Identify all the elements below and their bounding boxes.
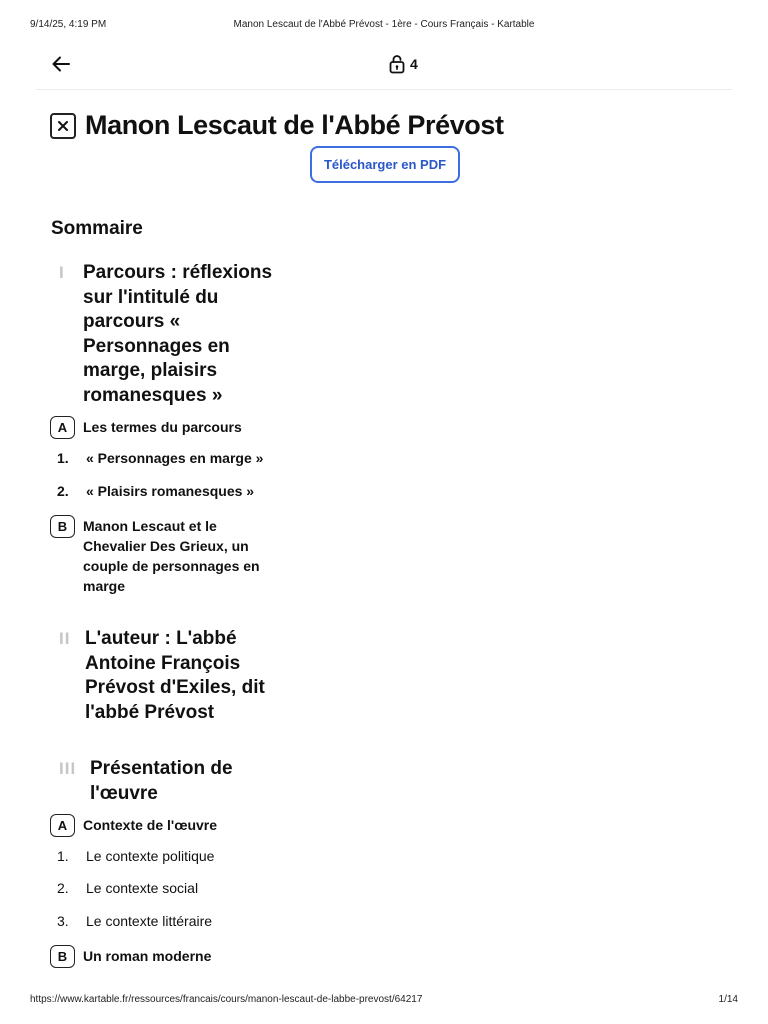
item-label: Le contexte littéraire	[86, 913, 213, 929]
part-title: Parcours : réflexions sur l'intitulé du parcours « Personnages en marge, plaisirs romanesques »	[83, 262, 273, 406]
page-title: Manon Lescaut de l'Abbé Prévost	[85, 110, 504, 140]
summary-heading: Sommaire	[51, 218, 143, 239]
item-label: « Personnages en marge »	[86, 450, 264, 466]
section-title: Un roman moderne	[83, 948, 212, 964]
locked-content-badge	[389, 53, 418, 75]
print-header	[30, 19, 738, 33]
summary-item-3a-2[interactable]	[57, 878, 277, 898]
print-document-title: Manon Lescaut de l'Abbé Prévost - 1ère - Cours Français - Kartable	[233, 19, 535, 30]
print-page-indicator: 1/14	[718, 994, 738, 1005]
section-letter-badge: A	[50, 814, 75, 837]
summary-section-1a[interactable]	[50, 416, 280, 439]
section-title: Manon Lescaut et le Chevalier Des Grieux, un couple de personnages en marge	[83, 518, 260, 594]
summary-item-1a-2[interactable]	[57, 481, 277, 501]
item-index: 2.	[57, 483, 69, 499]
print-footer	[30, 994, 738, 1008]
title-row	[50, 110, 738, 141]
section-title: Les termes du parcours	[83, 419, 242, 435]
section-letter-badge: A	[50, 416, 75, 439]
item-index: 1.	[57, 450, 69, 466]
print-datetime: 9/14/25, 4:19 PM	[30, 19, 107, 30]
section-letter-badge: B	[50, 945, 75, 968]
item-label: Le contexte social	[86, 880, 199, 896]
arrow-left-icon[interactable]	[50, 53, 72, 75]
summary-item-3a-1[interactable]	[57, 846, 277, 866]
item-index: 1.	[57, 848, 69, 864]
summary-section-3b[interactable]	[50, 945, 280, 968]
download-pdf-button[interactable]: Télécharger en PDF	[310, 146, 460, 183]
summary-item-1a-1[interactable]	[57, 448, 277, 468]
summary-section-3a[interactable]	[50, 814, 280, 837]
section-letter-badge: B	[50, 515, 75, 538]
part-title: L'auteur : L'abbé Antoine François Prévost d'Exiles, dit l'abbé Prévost	[85, 628, 265, 723]
summary-item-3a-3[interactable]	[57, 911, 277, 931]
close-icon[interactable]	[50, 113, 76, 139]
section-title: Contexte de l'œuvre	[83, 817, 218, 833]
part-numeral: II	[59, 629, 71, 648]
summary-part-1[interactable]	[51, 261, 271, 411]
lock-icon	[389, 54, 405, 74]
print-url: https://www.kartable.fr/ressources/francais/cours/manon-lescaut-de-labbe-prevost/64217	[30, 994, 423, 1005]
part-title: Présentation de l'œuvre	[90, 758, 233, 804]
lock-count: 4	[410, 56, 418, 72]
item-label: « Plaisirs romanesques »	[86, 483, 255, 499]
summary-part-3[interactable]	[51, 757, 271, 809]
item-label: Le contexte politique	[86, 848, 215, 864]
top-bar	[36, 48, 732, 90]
part-numeral: I	[59, 263, 65, 282]
summary-section-1b[interactable]	[50, 515, 280, 596]
item-index: 2.	[57, 880, 69, 896]
part-numeral: III	[59, 759, 77, 778]
summary-part-2[interactable]	[51, 627, 271, 727]
item-index: 3.	[57, 913, 69, 929]
